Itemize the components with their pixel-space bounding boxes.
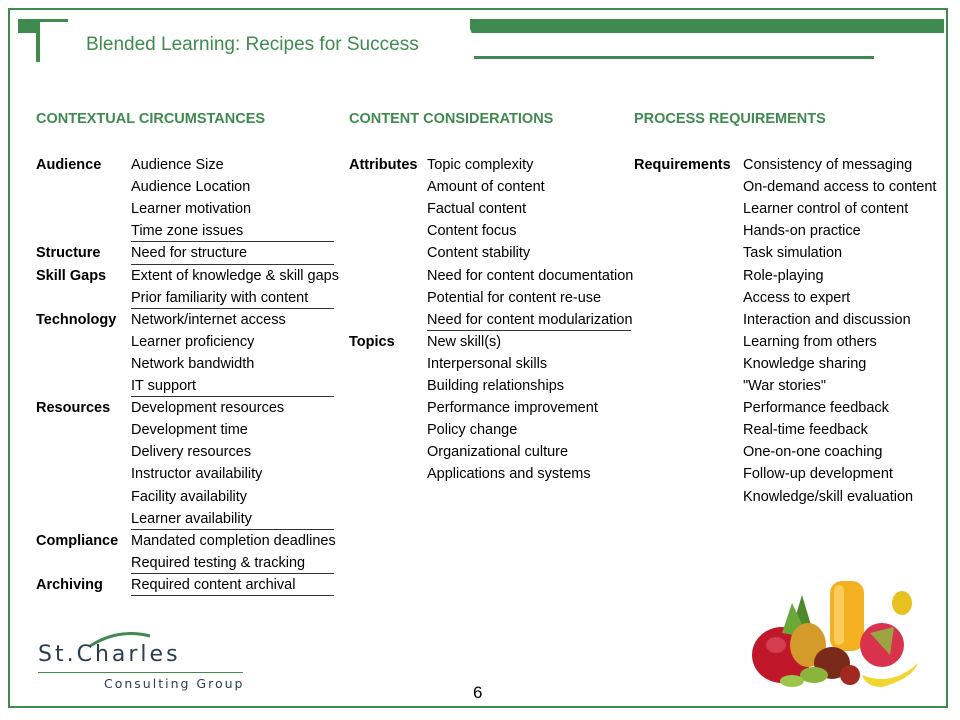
list-item: Facility availability [131,488,248,505]
list-item: Applications and systems [427,466,591,483]
list-item: Learner availability [131,510,252,527]
list-item: Audience Size [131,157,224,173]
list-item: "War stories" [743,378,827,394]
process-heading: PROCESS REQUIREMENTS [634,111,826,127]
list-item: Real-time feedback [743,422,868,439]
content-heading: CONTENT CONSIDERATIONS [349,111,554,127]
list-item: Interpersonal skills [427,355,548,372]
list-item: Development time [131,422,248,439]
st-charles-logo [38,628,248,693]
list-item: Organizational culture [427,444,569,461]
list-item: Interaction and discussion [743,311,911,328]
category-label: Resources [36,400,111,417]
list-item: Audience Location [131,179,251,196]
list-item: Knowledge/skill evaluation [743,488,914,505]
logo-text: St.Charles [38,642,181,667]
list-item: Performance feedback [743,400,889,417]
list-item: Instructor availability [131,466,263,483]
category-label: Audience [36,157,102,173]
list-item: Need for structure [131,245,248,262]
list-item: On-demand access to content [743,179,937,196]
category-label: Skill Gaps [36,267,107,284]
list-item: Potential for content re-use [427,289,602,306]
list-item: Development resources [131,400,285,417]
list-item: Need for content documentation [427,267,634,284]
list-item: Learner control of content [743,201,909,218]
list-item: Topic complexity [427,157,534,173]
list-item: Required testing & tracking [131,554,306,571]
list-item: IT support [131,378,197,394]
list-item: Network/internet access [131,311,286,328]
list-item: Role-playing [743,267,824,284]
list-item: Amount of content [427,179,545,196]
list-item: Time zone issues [131,223,244,240]
list-item: Learner proficiency [131,333,255,350]
list-item: Network bandwidth [131,355,255,372]
logo-line [38,672,243,673]
list-item: One-on-one coaching [743,444,883,461]
list-item: New skill(s) [427,333,502,350]
list-item: Learner motivation [131,201,252,218]
fruit-image [742,575,920,693]
list-item: Mandated completion deadlines [131,532,336,549]
category-label: Structure [36,245,101,262]
list-item: Performance improvement [427,400,598,417]
list-item: Prior familiarity with content [131,289,309,306]
list-item: Consistency of messaging [743,157,913,173]
group-divider [131,595,334,596]
list-item: Policy change [427,422,518,439]
slide-title: Blended Learning: Recipes for Success [86,34,419,55]
header-bar [470,19,944,33]
header-line [474,56,874,59]
list-item: Learning from others [743,333,877,350]
logo-subtext: Consulting Group [104,676,245,691]
list-item: Content stability [427,245,531,262]
category-label: Compliance [36,532,119,549]
category-label: Technology [36,311,117,328]
list-item: Follow-up development [743,466,893,483]
page-number: 6 [473,683,483,702]
list-item: Factual content [427,201,527,218]
list-item: Need for content modularization [427,311,633,328]
list-item: Access to expert [743,289,851,306]
category-label: Topics [349,333,395,350]
list-item: Task simulation [743,245,843,262]
list-item: Knowledge sharing [743,355,867,372]
list-item: Delivery resources [131,444,252,461]
list-item: Building relationships [427,378,565,394]
list-item: Extent of knowledge & skill gaps [131,267,339,284]
contextual-heading: CONTEXTUAL CIRCUMSTANCES [36,111,266,127]
title-tab [36,22,472,62]
category-label: Requirements [634,157,731,173]
category-label: Archiving [36,576,103,593]
category-label: Attributes [349,157,418,173]
list-item: Hands-on practice [743,223,861,240]
list-item: Required content archival [131,576,296,593]
list-item: Content focus [427,223,517,240]
